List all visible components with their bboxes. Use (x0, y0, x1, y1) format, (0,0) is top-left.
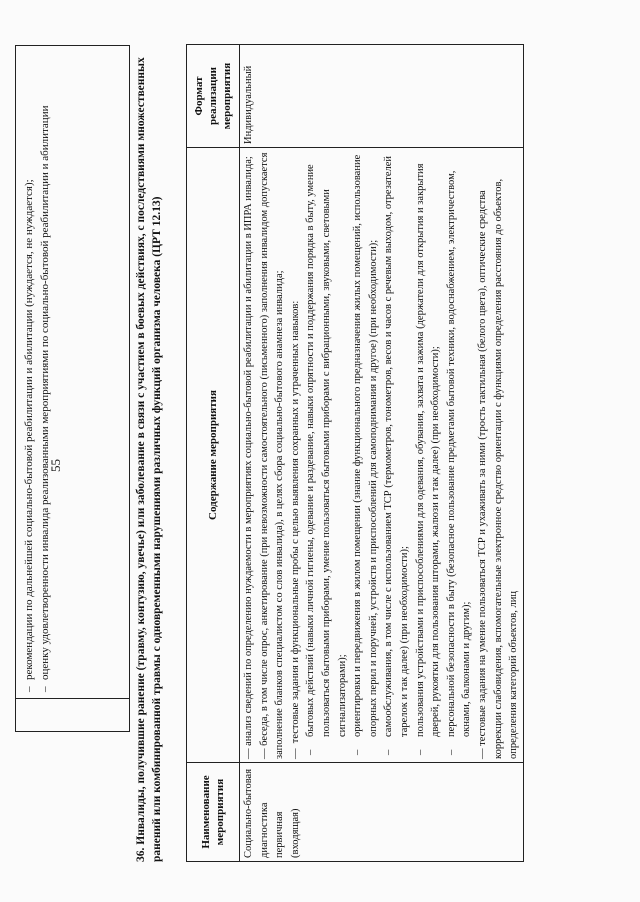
content-item-text: тестовые задания и функциональные пробы с целью выявления сохранных и утраченных навыков: (289, 300, 301, 744)
section-title: 36. Инвалиды, получившие ранение (травму, контузию, увечье) или заболевание в связи с участием в боевых действиях, с последствиями множественных ранений или комбинированной травмы с одновременными нарушениями различных функций организма человека (ЦРТ 12.13) (135, 57, 163, 862)
cell-measure-name: Социально-бытовая диагностика первичная (входящая) (240, 763, 524, 862)
list-item: – рекомендации по дальнейшей социально-бытовой реабилитации и абилитации (нуждается, не нуждается); (22, 52, 38, 692)
skills-sublist (303, 151, 475, 759)
content-item: — анализ сведений по определению нуждаемости в мероприятиях социально-бытовой реабилитации и абилитации в ИПРА инвалида; (241, 151, 257, 759)
content-item: — тестовые задания на умение пользоваться ТСР и ухаживать за ними (трость тактильная (белого цвета), оптические средства коррекции слабовидения, вспомогательные электронное средство ориентации с функциями определения расстояния до объектов, определения категорий объектов, лиц (475, 151, 522, 759)
content-item: — беседа, в том числе опрос, анкетирование (при невозможности самостоятельного (письменного) заполнения инвалидом допускается заполнение бланков специалистом со слов инвалида), в целях сбора социально-бытового анамнеза инвалида; (257, 151, 288, 759)
sublist-item: – бытовых действий (навыки личной гигиены, одевание и раздевание, навыки опрятности и поддержания порядка в быту, умение пользоваться бытовыми приборами, умение пользоваться бытовыми приборами с вибрационными, звуковыми, световыми сигнализаторами); (303, 151, 350, 759)
empty-cell (16, 699, 130, 732)
content-list (241, 151, 522, 759)
sublist-item: – ориентировки и передвижения в жилом помещении (знание функционального предназначения жилых помещений, использование опорных перил и поручней, устройств и приспособлений для самоподнимания и другое) (при необходимости); (350, 151, 381, 759)
cell-format: Индивидуальный (240, 45, 524, 148)
list-item: – оценку удовлетворенности инвалида реализованными мероприятиями по социально-бытовой реабилитации и абилитации (38, 52, 54, 692)
continued-table-cell (16, 46, 130, 699)
measures-table (186, 44, 524, 862)
table-header-row (187, 45, 240, 862)
table-row (240, 45, 524, 862)
sublist-item: – пользования устройствами и приспособлениями для одевания, обувания, захвата и зажима (держатели для открытия и закрытия дверей, рукоятки для пользования шторами, жалюзи и так далее) (при необходимости); (413, 151, 444, 759)
content-item (288, 151, 475, 759)
continued-list (22, 52, 53, 692)
header-content: Содержание мероприятия (187, 148, 240, 763)
header-name: Наименование мероприятия (187, 763, 240, 862)
cell-measure-content (240, 148, 524, 763)
header-format: Формат реализации мероприятия (187, 45, 240, 148)
sublist-item: – самообслуживания, в том числе с использованием ТСР (термометров, тонометров, весов и часов с речевым выходом, отрезателей тарелок и так далее) (при необходимости); (381, 151, 412, 759)
sublist-item: – персональной безопасности в быту (безопасное пользование предметами бытовой техники, водоснабжением, электричеством, окнами, балконами и другим); (444, 151, 475, 759)
page-number: 55 (48, 459, 63, 472)
continued-table (15, 45, 130, 732)
